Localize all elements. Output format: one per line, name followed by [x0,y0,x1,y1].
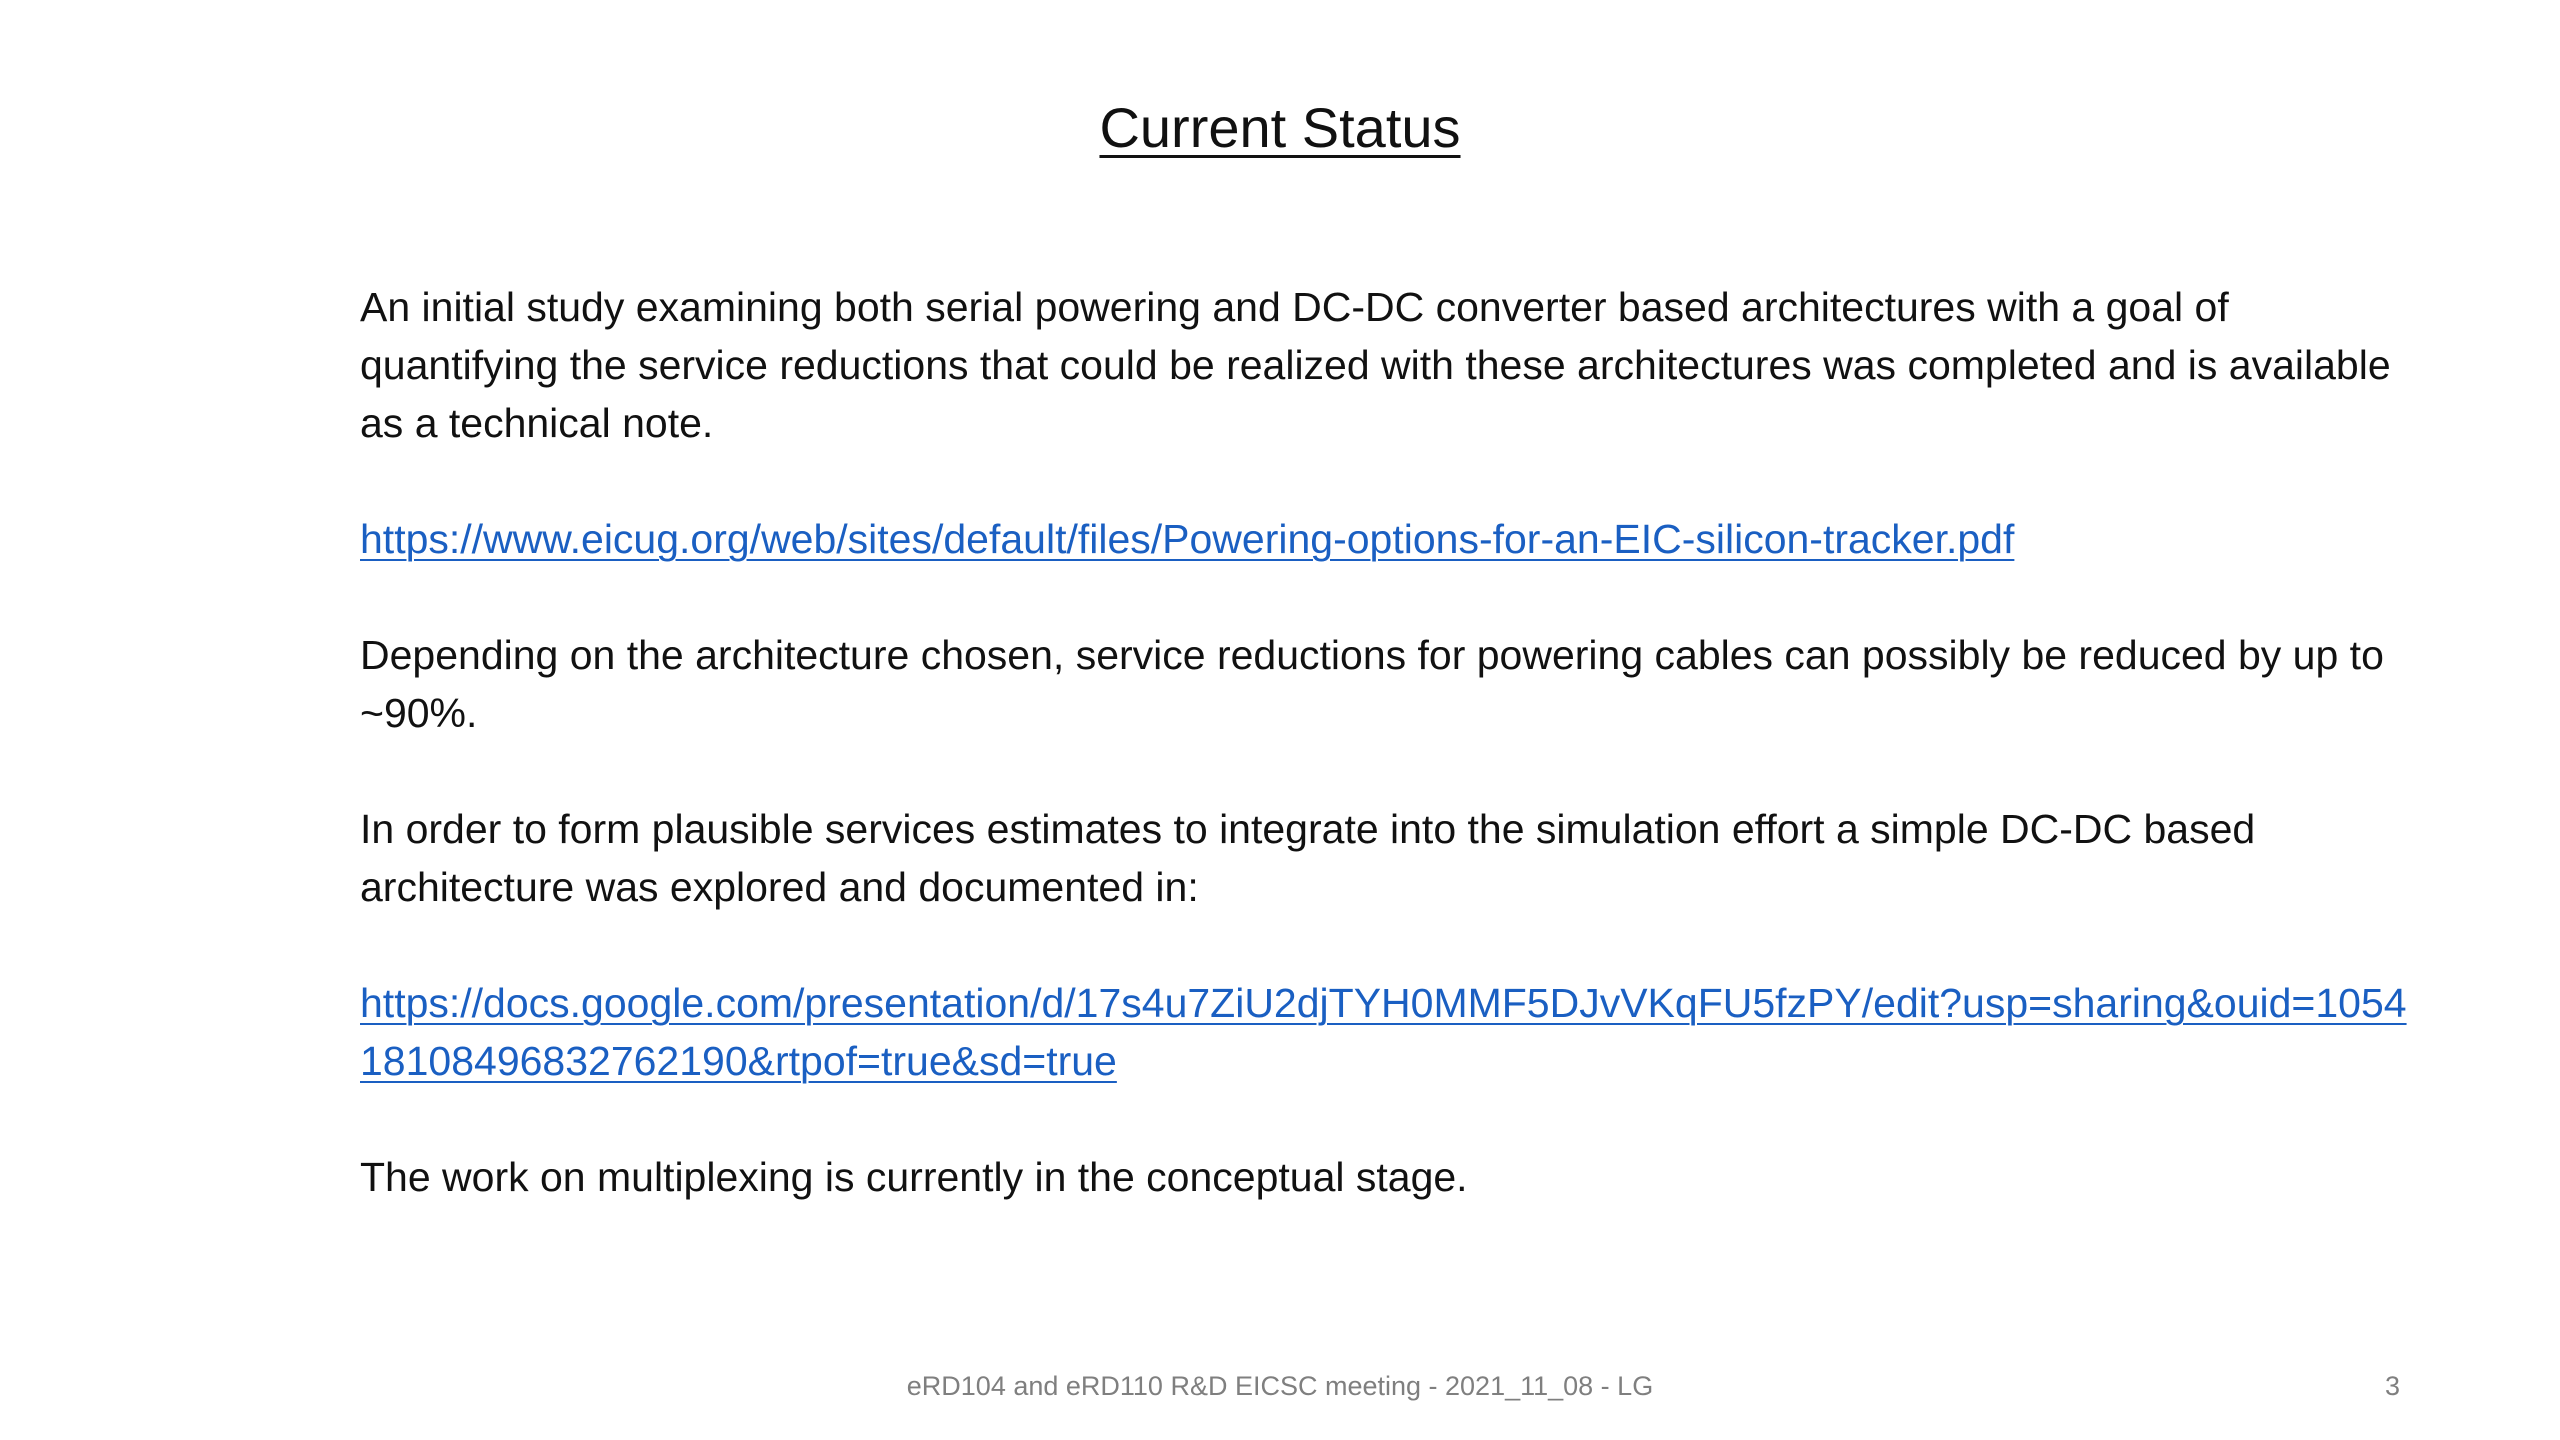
paragraph-link-technical-note [360,510,2410,568]
technical-note-link[interactable]: https://www.eicug.org/web/sites/default/files/Powering-options-for-an-EIC-silicon-tracker.pdf [360,516,2015,562]
paragraph-link-presentation [360,974,2410,1090]
presentation-link[interactable]: https://docs.google.com/presentation/d/17s4u7ZiU2djTYH0MMF5DJvVKqFU5fzPY/edit?usp=sharing&ouid=105418108496832762190&rtpof=true&sd=true [360,980,2407,1084]
slide-footer: eRD104 and eRD110 R&D EICSC meeting - 2021_11_08 - LG [906,1371,1654,1401]
paragraph-study-summary: An initial study examining both serial powering and DC-DC converter based architectures with a goal of quantifying the service reductions that could be realized with these architectures was completed and is available as a technical note. [360,284,2391,446]
page-number: 3 [2384,1371,2400,1401]
paragraph-services-estimates: In order to form plausible services estimates to integrate into the simulation effort a simple DC-DC based architecture was explored and documented in: [360,806,2256,910]
slide-title: Current Status [1099,96,1461,159]
paragraph-multiplexing: The work on multiplexing is currently in the conceptual stage. [360,1154,1468,1200]
slide-body [360,278,2410,1264]
paragraph-service-reductions: Depending on the architecture chosen, service reductions for powering cables can possibly be reduced by up to ~90%. [360,632,2384,736]
